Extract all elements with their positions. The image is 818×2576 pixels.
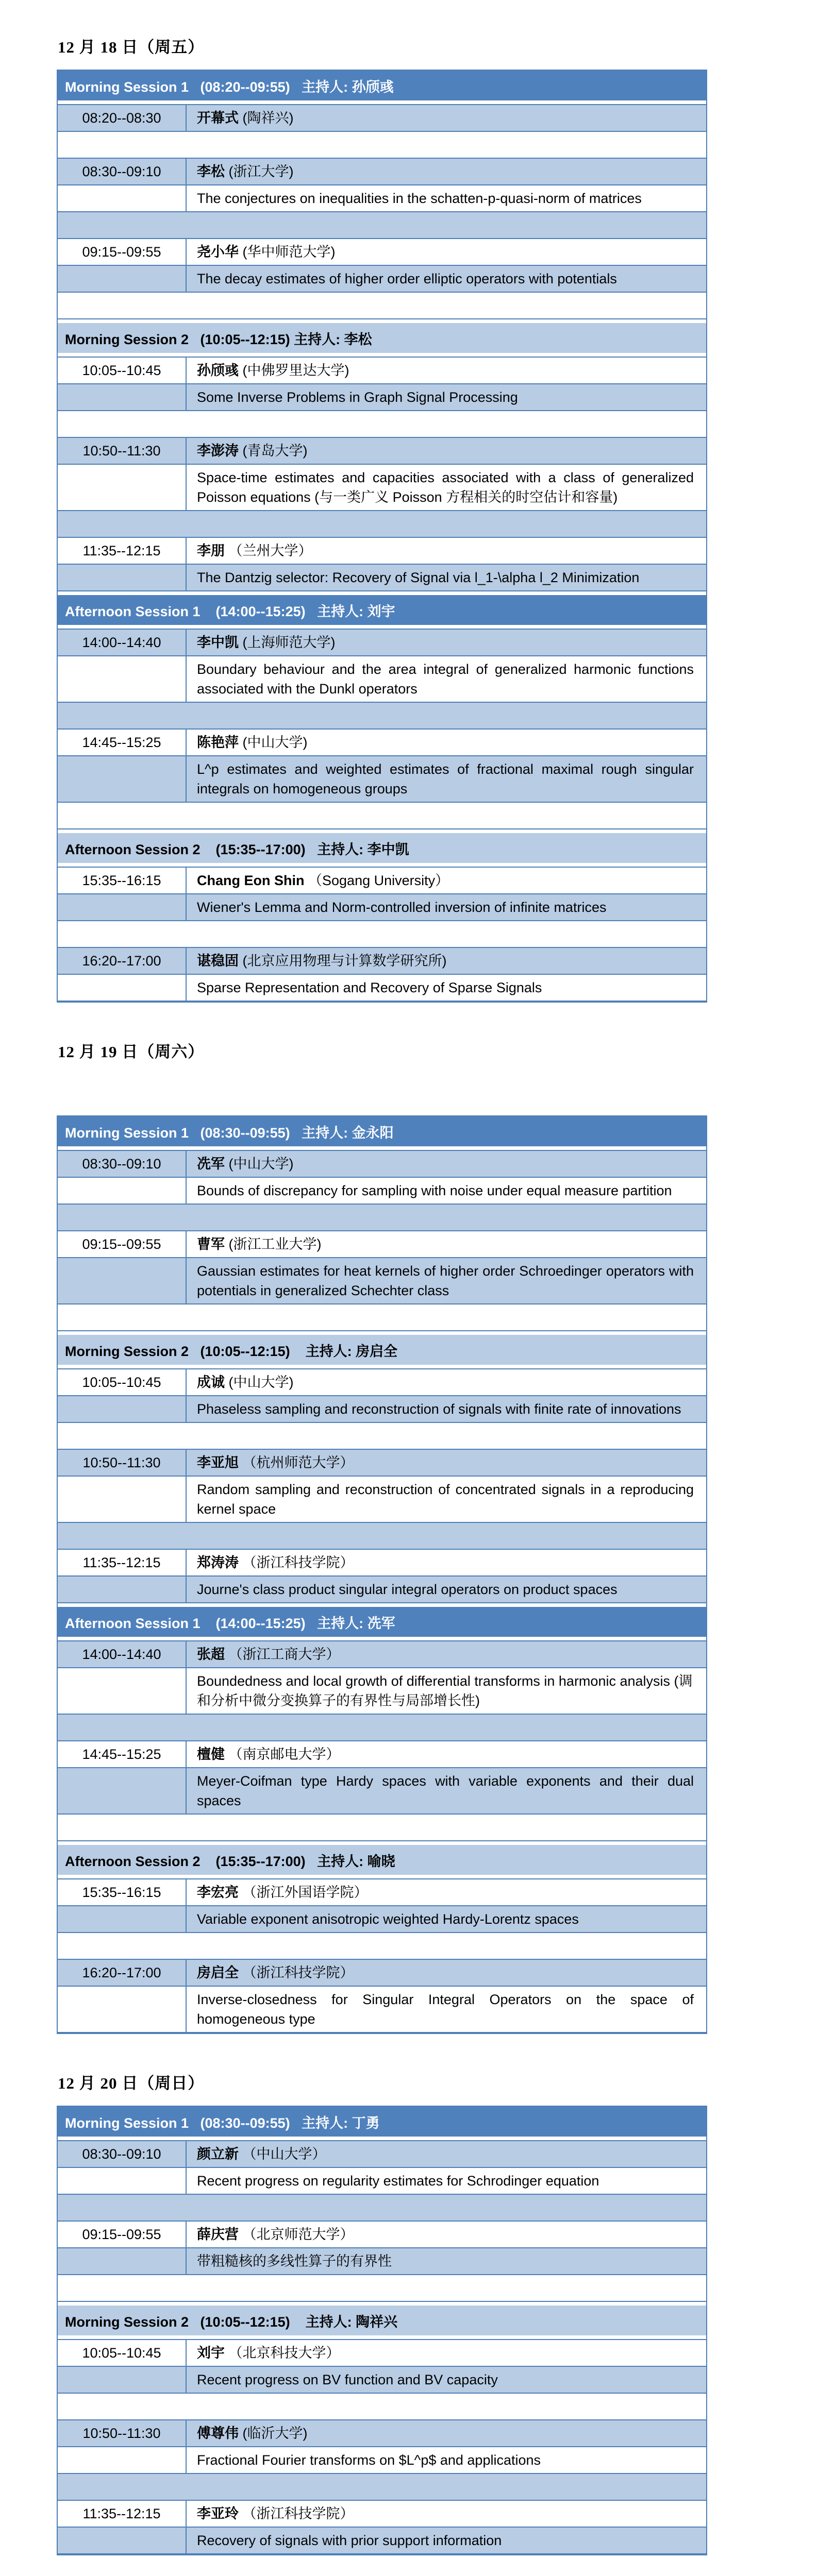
talk-time: 10:50--11:30	[58, 438, 187, 464]
talk-title-row	[58, 1987, 706, 2033]
talk-title-row	[58, 2528, 706, 2554]
talk-speaker-cell	[187, 239, 706, 265]
talk-row	[58, 1640, 706, 1668]
talk-time: 14:00--14:40	[58, 1641, 187, 1667]
separator-row	[58, 2275, 706, 2302]
day-title: 12 月 19 日（周六）	[58, 1043, 205, 1061]
time-cell-empty	[58, 1477, 187, 1522]
talk-speaker-line	[197, 1645, 694, 1664]
talk-title-cell	[187, 565, 706, 590]
talk-speaker: 郑涛涛	[197, 1555, 239, 1570]
talk-title-cell	[187, 1477, 706, 1522]
time-cell-empty	[58, 266, 187, 292]
talk-speaker: 曹军	[197, 1236, 225, 1252]
talk-title-row	[58, 1477, 706, 1523]
talk-row	[58, 1231, 706, 1258]
talk-speaker: 李宏亮	[197, 1885, 239, 1900]
talk-speaker-cell	[187, 1550, 706, 1575]
talk-title-text: L^p estimates and weighted estimates of fractional maximal rough singular integrals on homogeneous groups	[197, 761, 694, 796]
talk-title-row	[58, 1577, 706, 1603]
talk-title-cell	[187, 975, 706, 1001]
talk-affiliation: （浙江工商大学）	[228, 1647, 340, 1662]
day-section	[57, 2070, 818, 2555]
time-cell-empty	[58, 565, 187, 590]
talk-title-text: Phaseless sampling and reconstruction of signals with finite rate of innovations	[197, 1401, 681, 1417]
separator-row	[58, 2474, 706, 2501]
talk-speaker: 颜立新	[197, 2146, 239, 2162]
talk-title-cell	[187, 1906, 706, 1932]
talk-speaker-cell	[187, 1879, 706, 1905]
time-cell-empty	[58, 894, 187, 920]
talk-title-text: Sparse Representation and Recovery of Sparse Signals	[197, 980, 542, 995]
talk-title-text: The conjectures on inequalities in the schatten-p-quasi-norm of matrices	[197, 191, 642, 206]
talk-row	[58, 1550, 706, 1577]
talk-row	[58, 1150, 706, 1178]
talk-speaker-cell	[187, 1960, 706, 1986]
session-header-row	[58, 595, 706, 625]
talk-speaker-line	[197, 1553, 694, 1572]
talk-title-row	[58, 1178, 706, 1205]
talk-time: 11:35--12:15	[58, 1550, 187, 1575]
talk-speaker-line	[197, 871, 694, 890]
talk-title-cell	[187, 656, 706, 702]
talk-title-text: Space-time estimates and capacities associated with a class of generalized Poisson equations (与一类广义 Poisson 方程相关的时空估计和容量)	[197, 470, 694, 505]
talk-speaker-line	[197, 2504, 694, 2523]
talk-time: 16:20--17:00	[58, 948, 187, 974]
talk-speaker-cell	[187, 2420, 706, 2446]
talk-time: 15:35--16:15	[58, 1879, 187, 1905]
time-cell-empty	[58, 1577, 187, 1602]
talk-time: 14:45--15:25	[58, 1741, 187, 1767]
talk-speaker: 开幕式	[197, 110, 239, 126]
separator-row	[58, 1205, 706, 1231]
talk-title-row	[58, 1768, 706, 1815]
talk-time: 10:05--10:45	[58, 1369, 187, 1395]
talk-title-cell	[187, 1987, 706, 2032]
talk-title-row	[58, 894, 706, 921]
separator-row	[58, 212, 706, 239]
talk-speaker-line	[197, 108, 694, 128]
talk-row	[58, 867, 706, 894]
time-cell-empty	[58, 2248, 187, 2274]
talk-speaker-line	[197, 2343, 694, 2363]
talk-affiliation: (浙江工业大学)	[228, 1236, 322, 1252]
talk-row	[58, 1741, 706, 1768]
talk-speaker-cell	[187, 1641, 706, 1667]
talk-speaker: 陈艳萍	[197, 735, 239, 750]
schedule-table	[57, 70, 707, 1003]
talk-time: 09:15--09:55	[58, 2222, 187, 2247]
talk-speaker: 檀健	[197, 1747, 225, 1762]
session-header-row	[58, 71, 706, 100]
talk-row	[58, 104, 706, 132]
talk-speaker-line	[197, 1744, 694, 1764]
talk-row	[58, 629, 706, 656]
talk-speaker: 谌稳固	[197, 953, 239, 969]
talk-affiliation: （中山大学）	[242, 2146, 326, 2162]
talk-row	[58, 1878, 706, 1906]
talk-speaker-cell	[187, 105, 706, 131]
talk-title-cell	[187, 2447, 706, 2473]
talk-title-text: Recent progress on BV function and BV capacity	[197, 2372, 498, 2387]
talk-title-row	[58, 656, 706, 703]
talk-row	[58, 1368, 706, 1396]
talk-time: 08:30--09:10	[58, 2141, 187, 2167]
talk-speaker-line	[197, 1963, 694, 1982]
talk-title-cell	[187, 1258, 706, 1303]
schedule-table	[57, 2106, 707, 2555]
talk-speaker-cell	[187, 1741, 706, 1767]
talk-row	[58, 2339, 706, 2367]
talk-speaker-cell	[187, 868, 706, 893]
talk-speaker-cell	[187, 159, 706, 184]
talk-affiliation: (中山大学)	[228, 1156, 294, 1172]
talk-speaker-line	[197, 2424, 694, 2443]
talk-title-text: Boundary behaviour and the area integral of generalized harmonic functions associated with the Dunkl operators	[197, 662, 694, 697]
talk-title-row	[58, 1396, 706, 1423]
session-header-text: Morning Session 2 (10:05--12:15) 主持人: 陶祥兴	[65, 2314, 398, 2330]
time-cell-empty	[58, 2367, 187, 2393]
talk-title-row	[58, 2248, 706, 2275]
time-cell-empty	[58, 384, 187, 410]
talk-title-cell	[187, 1668, 706, 1714]
separator-row	[58, 1523, 706, 1550]
session-header-row	[58, 2107, 706, 2137]
day-section	[57, 34, 818, 1003]
separator-row	[58, 293, 706, 319]
talk-affiliation: （浙江科技学院）	[242, 1555, 354, 1570]
session-header-row	[58, 1845, 706, 1875]
session-header-row	[58, 323, 706, 353]
talk-title-row	[58, 2367, 706, 2394]
talk-title-cell	[187, 1396, 706, 1422]
talk-title-row	[58, 185, 706, 212]
talk-speaker: 傅尊伟	[197, 2426, 239, 2441]
separator-row	[58, 1715, 706, 1741]
talk-row	[58, 948, 706, 975]
talk-title-text: Bounds of discrepancy for sampling with noise under equal measure partition	[197, 1183, 672, 1198]
talk-time: 10:05--10:45	[58, 2340, 187, 2366]
talk-speaker-cell	[187, 1231, 706, 1257]
talk-time: 08:30--09:10	[58, 159, 187, 184]
talk-row	[58, 2222, 706, 2248]
talk-speaker-cell	[187, 1151, 706, 1177]
talk-speaker: 李中凯	[197, 635, 239, 650]
talk-title-text: 带粗糙核的多线性算子的有界性	[197, 2253, 392, 2269]
talk-speaker-line	[197, 1453, 694, 1472]
time-cell-empty	[58, 756, 187, 802]
talk-speaker: 李亚玲	[197, 2506, 239, 2521]
talk-title-text: The Dantzig selector: Recovery of Signal via l_1-\alpha l_2 Minimization	[197, 570, 640, 585]
talk-speaker-cell	[187, 1369, 706, 1395]
talk-speaker-line	[197, 1234, 694, 1254]
talk-row	[58, 438, 706, 465]
talk-speaker-line	[197, 361, 694, 380]
talk-affiliation: （南京邮电大学）	[228, 1747, 340, 1762]
separator-row	[58, 803, 706, 829]
talk-title-cell	[187, 1178, 706, 1204]
separator-row	[58, 1304, 706, 1331]
talk-speaker-line	[197, 242, 694, 262]
talk-title-text: Wiener's Lemma and Norm-controlled inversion of infinite matrices	[197, 900, 607, 915]
talk-time: 16:20--17:00	[58, 1960, 187, 1986]
talk-time: 10:05--10:45	[58, 358, 187, 383]
talk-title-cell	[187, 185, 706, 211]
talk-affiliation: (青岛大学)	[242, 443, 308, 459]
time-cell-empty	[58, 1906, 187, 1932]
talk-speaker: 房启全	[197, 1965, 239, 1980]
separator-row	[58, 2394, 706, 2420]
time-cell-empty	[58, 1396, 187, 1422]
separator-row	[58, 2195, 706, 2222]
time-cell-empty	[58, 1668, 187, 1714]
talk-row	[58, 2420, 706, 2447]
time-cell-empty	[58, 1987, 187, 2032]
talk-title-cell	[187, 465, 706, 510]
separator-row	[58, 511, 706, 538]
time-cell-empty	[58, 2168, 187, 2194]
talk-title-text: Random sampling and reconstruction of concentrated signals in a reproducing kernel space	[197, 1482, 694, 1517]
time-cell-empty	[58, 465, 187, 510]
talk-title-text: Some Inverse Problems in Graph Signal Processing	[197, 389, 518, 405]
talk-title-row	[58, 384, 706, 411]
talk-title-cell	[187, 384, 706, 410]
talk-speaker-line	[197, 1372, 694, 1392]
talk-title-row	[58, 465, 706, 511]
session-header-row	[58, 2306, 706, 2335]
talk-row	[58, 538, 706, 565]
talk-title-row	[58, 565, 706, 591]
time-cell-empty	[58, 1178, 187, 1204]
talk-speaker: 薛庆营	[197, 2227, 239, 2242]
talk-speaker-line	[197, 951, 694, 971]
time-cell-empty	[58, 656, 187, 702]
talk-affiliation: （浙江外国语学院）	[242, 1885, 368, 1900]
talk-title-text: Recent progress on regularity estimates for Schrodinger equation	[197, 2173, 599, 2189]
session-header-row	[58, 1335, 706, 1365]
separator-row	[58, 1933, 706, 1960]
talk-title-row	[58, 1906, 706, 1933]
session-header-row	[58, 833, 706, 863]
talk-title-text: Gaussian estimates for heat kernels of higher order Schroedinger operators with potentials in generalized Schechter class	[197, 1263, 694, 1298]
talk-speaker: 孙颀彧	[197, 363, 239, 378]
session-header-text: Afternoon Session 1 (14:00--15:25) 主持人: 冼军	[65, 1615, 395, 1631]
talk-row	[58, 159, 706, 185]
talk-speaker: 张超	[197, 1647, 225, 1662]
talk-affiliation: (上海师范大学)	[242, 635, 336, 650]
talk-row	[58, 1450, 706, 1477]
talk-row	[58, 357, 706, 384]
talk-row	[58, 239, 706, 266]
talk-affiliation: （浙江科技学院）	[242, 2506, 354, 2521]
talk-title-row	[58, 975, 706, 1002]
session-header-text: Morning Session 1 (08:20--09:55) 主持人: 孙颀彧	[65, 79, 394, 95]
talk-title-cell	[187, 894, 706, 920]
talk-title-text: Fractional Fourier transforms on $L^p$ and applications	[197, 2452, 541, 2468]
talk-title-cell	[187, 1577, 706, 1602]
talk-title-text: Variable exponent anisotropic weighted Hardy-Lorentz spaces	[197, 1911, 579, 1927]
talk-speaker-cell	[187, 2501, 706, 2527]
talk-affiliation: (中山大学)	[228, 1375, 294, 1390]
talk-time: 10:50--11:30	[58, 1450, 187, 1476]
session-header-row	[58, 1116, 706, 1146]
talk-affiliation: （兰州大学）	[228, 543, 312, 558]
talk-time: 10:50--11:30	[58, 2420, 187, 2446]
talk-row	[58, 2501, 706, 2528]
talk-speaker: 李亚旭	[197, 1455, 239, 1470]
talk-speaker-line	[197, 2144, 694, 2164]
talk-time: 08:30--09:10	[58, 1151, 187, 1177]
time-cell-empty	[58, 1258, 187, 1303]
talk-speaker-line	[197, 733, 694, 752]
talk-affiliation: (北京应用物理与计算数学研究所)	[242, 953, 447, 969]
talk-affiliation: (临沂大学)	[242, 2426, 308, 2441]
talk-title-cell	[187, 2367, 706, 2393]
talk-title-cell	[187, 2528, 706, 2553]
talk-affiliation: (中佛罗里达大学)	[242, 363, 349, 378]
talk-time: 09:15--09:55	[58, 1231, 187, 1257]
talk-speaker: 成诚	[197, 1375, 225, 1390]
separator-row	[58, 1815, 706, 1841]
talk-time: 11:35--12:15	[58, 538, 187, 564]
separator-row	[58, 1423, 706, 1450]
talk-speaker-line	[197, 441, 694, 461]
talk-time: 09:15--09:55	[58, 239, 187, 265]
session-header-text: Morning Session 2 (10:05--12:15) 主持人: 房启全	[65, 1343, 398, 1359]
talk-speaker-line	[197, 633, 694, 652]
talk-title-cell	[187, 2248, 706, 2274]
talk-speaker: 李松	[197, 164, 225, 179]
talk-title-text: The decay estimates of higher order elliptic operators with potentials	[197, 271, 617, 286]
talk-title-row	[58, 2168, 706, 2195]
schedule-table	[57, 1115, 707, 2034]
talk-time: 14:00--14:40	[58, 630, 187, 655]
talk-row	[58, 730, 706, 756]
talk-time: 15:35--16:15	[58, 868, 187, 893]
separator-row	[58, 411, 706, 438]
talk-speaker: Chang Eon Shin	[197, 873, 305, 888]
talk-speaker: 李朋	[197, 543, 225, 558]
talk-speaker-cell	[187, 948, 706, 974]
time-cell-empty	[58, 975, 187, 1001]
talk-speaker-cell	[187, 1450, 706, 1476]
talk-affiliation: (中山大学)	[242, 735, 308, 750]
talk-title-text: Journe's class product singular integral operators on product spaces	[197, 1582, 617, 1597]
session-header-text: Morning Session 1 (08:30--09:55) 主持人: 金永阳	[65, 1125, 394, 1141]
day-section	[57, 1039, 818, 2034]
talk-title-cell	[187, 266, 706, 292]
talk-speaker: 刘宇	[197, 2345, 225, 2361]
talk-title-row	[58, 1668, 706, 1715]
talk-title-cell	[187, 756, 706, 802]
talk-time: 14:45--15:25	[58, 730, 187, 755]
talk-speaker-cell	[187, 438, 706, 464]
day-title: 12 月 20 日（周日）	[58, 2074, 205, 2092]
talk-affiliation: （北京师范大学）	[242, 2227, 354, 2242]
talk-affiliation: （Sogang University）	[308, 873, 449, 888]
talk-affiliation: （北京科技大学）	[228, 2345, 340, 2361]
session-header-text: Afternoon Session 2 (15:35--17:00) 主持人: 喻晓	[65, 1853, 395, 1869]
talk-time: 11:35--12:15	[58, 2501, 187, 2527]
talk-speaker-cell	[187, 630, 706, 655]
talk-title-text: Boundedness and local growth of differential transforms in harmonic analysis (调和分析中微分变换算子的有界性与局部增长性)	[197, 1673, 693, 1708]
talk-speaker-line	[197, 2225, 694, 2244]
talk-title-row	[58, 756, 706, 803]
time-cell-empty	[58, 2528, 187, 2553]
talk-affiliation: (华中师范大学)	[242, 244, 336, 260]
separator-row	[58, 703, 706, 730]
session-header-text: Afternoon Session 1 (14:00--15:25) 主持人: 刘宇	[65, 603, 395, 619]
talk-title-row	[58, 2447, 706, 2474]
talk-title-text: Recovery of signals with prior support information	[197, 2533, 502, 2548]
talk-speaker-cell	[187, 2222, 706, 2247]
talk-speaker-line	[197, 162, 694, 181]
talk-speaker-line	[197, 1883, 694, 1902]
talk-speaker-cell	[187, 2340, 706, 2366]
session-header-text: Morning Session 1 (08:30--09:55) 主持人: 丁勇	[65, 2115, 380, 2131]
talk-title-text: Inverse-closedness for Singular Integral Operators on the space of homogeneous type	[197, 1992, 694, 2027]
talk-title-cell	[187, 2168, 706, 2194]
talk-affiliation: （杭州师范大学）	[242, 1455, 354, 1470]
talk-speaker-line	[197, 541, 694, 561]
talk-speaker-cell	[187, 2141, 706, 2167]
session-header-text: Afternoon Session 2 (15:35--17:00) 主持人: 李中凯	[65, 841, 409, 857]
talk-title-cell	[187, 1768, 706, 1814]
talk-title-text: Meyer-Coifman type Hardy spaces with variable exponents and their dual spaces	[197, 1773, 694, 1808]
talk-affiliation: (陶祥兴)	[242, 110, 294, 126]
talk-time: 08:20--08:30	[58, 105, 187, 131]
talk-speaker: 冼军	[197, 1156, 225, 1172]
session-header-row	[58, 1607, 706, 1637]
time-cell-empty	[58, 1768, 187, 1814]
separator-row	[58, 132, 706, 159]
talk-speaker: 尧小华	[197, 244, 239, 260]
talk-speaker-cell	[187, 538, 706, 564]
talk-row	[58, 1960, 706, 1987]
time-cell-empty	[58, 185, 187, 211]
talk-speaker-cell	[187, 358, 706, 383]
time-cell-empty	[58, 2447, 187, 2473]
separator-row	[58, 921, 706, 948]
talk-speaker-cell	[187, 730, 706, 755]
talk-speaker-line	[197, 1154, 694, 1174]
talk-title-row	[58, 1258, 706, 1304]
day-title: 12 月 18 日（周五）	[58, 38, 205, 56]
session-header-text: Morning Session 2 (10:05--12:15) 主持人: 李松	[65, 331, 372, 347]
talk-affiliation: （浙江科技学院）	[242, 1965, 354, 1980]
talk-title-row	[58, 266, 706, 293]
talk-speaker: 李澎涛	[197, 443, 239, 459]
talk-row	[58, 2140, 706, 2168]
talk-affiliation: (浙江大学)	[228, 164, 294, 179]
